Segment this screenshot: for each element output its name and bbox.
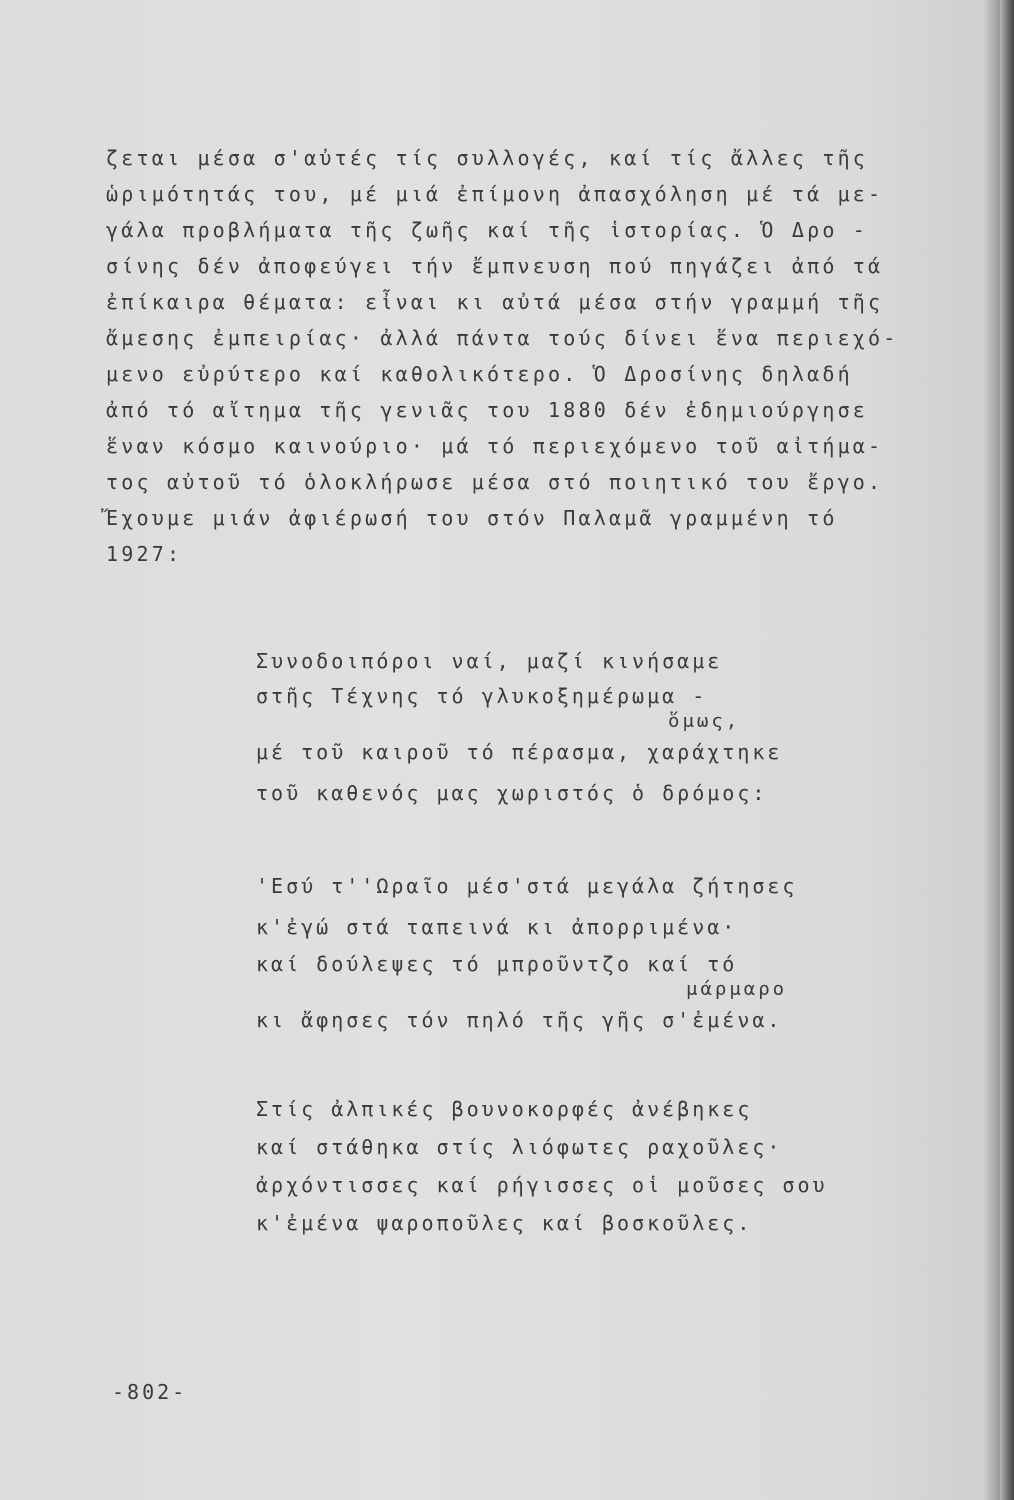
page-binding-edge: [1000, 0, 1014, 1500]
poem-stanza-1: [256, 642, 896, 812]
prose-line: ἕναν κόσμο καινούριο· μά τό περιεχόμενο τοῦ αἰτήμα-: [106, 434, 884, 458]
prose-line: ζεται μέσα σ'αὐτές τίς συλλογές, καί τίς ἄλλες τῆς: [106, 146, 869, 170]
poem-line: κ'ἐμένα ψαροποῦλες καί βοσκοῦλες.: [256, 1211, 753, 1235]
poem-line: κι ἄφησες τόν πηλό τῆς γῆς σ'ἐμένα.: [256, 1008, 783, 1032]
prose-line: ἐπίκαιρα θέματα: εἶναι κι αὐτά μέσα στήν γραμμή τῆς: [106, 290, 884, 314]
prose-paragraph: [106, 140, 986, 572]
poem-stanza-2: [256, 866, 896, 1042]
poem-line: ἀρχόντισσες καί ρήγισσες οἱ μοῦσες σου: [256, 1173, 828, 1197]
poem-line-continuation: ὅμως,: [668, 710, 741, 732]
prose-line: 1927:: [106, 542, 183, 566]
poem-line: Συνοδοιπόροι ναί, μαζί κινήσαμε: [256, 649, 723, 673]
prose-line: Ἔχουμε μιάν ἀφιέρωσή του στόν Παλαμᾶ γραμμένη τό: [106, 506, 838, 530]
prose-line: ἀπό τό αἴτημα τῆς γενιᾶς του 1880 δέν ἐδημιούργησε: [106, 398, 869, 422]
poem-line: μέ τοῦ καιροῦ τό πέρασμα, χαράχτηκε: [256, 740, 783, 764]
prose-line: γάλα προβλήματα τῆς ζωῆς καί τῆς ἱστορίας. Ὁ Δρο -: [106, 218, 869, 242]
prose-line: σίνης δέν ἀποφεύγει τήν ἔμπνευση πού πηγάζει ἀπό τά: [106, 254, 884, 278]
poem-line: Στίς ἀλπικές βουνοκορφές ἀνέβηκες: [256, 1097, 753, 1121]
poem-line: καί δούλεψες τό μπροῦντζο καί τό: [256, 952, 738, 976]
poem-line: 'Εσύ τ''Ωραῖο μέσ'στά μεγάλα ζήτησες: [256, 874, 798, 898]
prose-line: ὡριμότητάς του, μέ μιά ἐπίμονη ἀπασχόληση μέ τά με-: [106, 182, 884, 206]
prose-line: ἄμεσης ἐμπειρίας· ἀλλά πάντα τούς δίνει ἕνα περιεχό-: [106, 326, 899, 350]
page-number: -802-: [112, 1380, 188, 1404]
poem-line: στῆς Τέχνης τό γλυκοξημέρωμα -: [256, 684, 708, 708]
prose-line: μενο εὐρύτερο καί καθολικότερο. Ὁ Δροσίνης δηλαδή: [106, 362, 853, 386]
poem-line: τοῦ καθενός μας χωριστός ὁ δρόμος:: [256, 781, 768, 805]
poem-stanza-3: [256, 1090, 896, 1242]
prose-line: τος αὐτοῦ τό ὁλοκλήρωσε μέσα στό ποιητικό του ἔργο.: [106, 470, 884, 494]
poem-line-continuation: μάρμαρο: [686, 978, 788, 1000]
poem-line: κ'ἐγώ στά ταπεινά κι ἀπορριμένα·: [256, 915, 738, 939]
poem-line: καί στάθηκα στίς λιόφωτες ραχοῦλες·: [256, 1135, 783, 1159]
